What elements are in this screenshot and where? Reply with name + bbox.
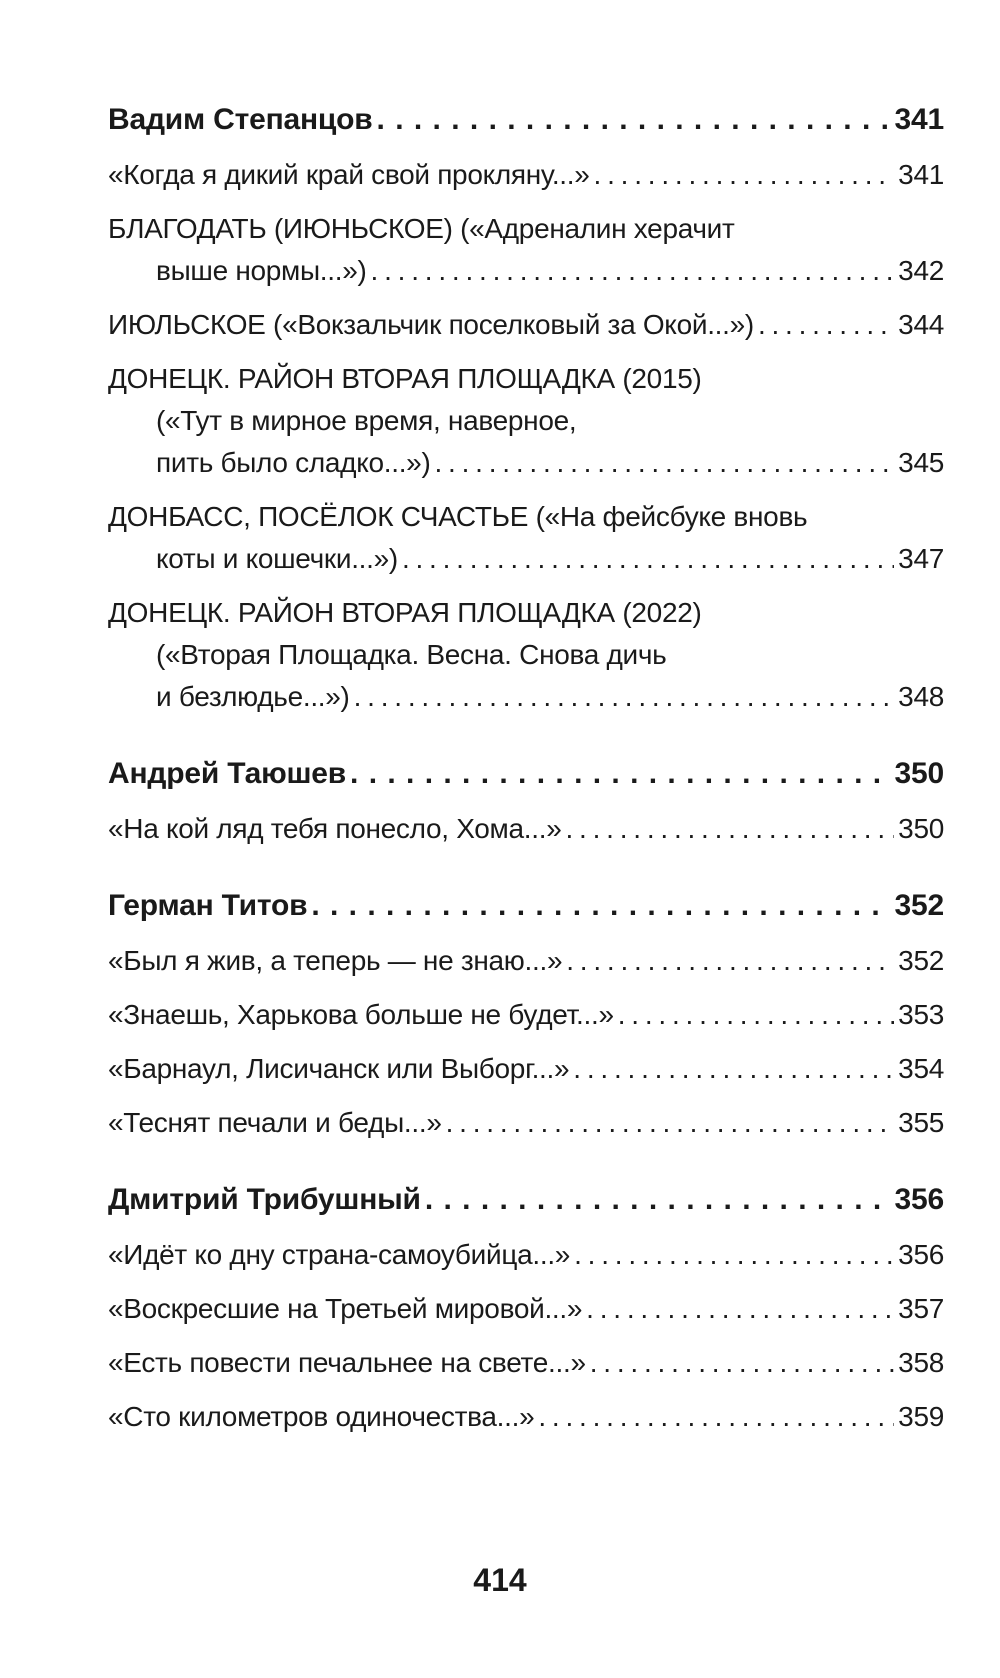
toc-author-entry[interactable]	[108, 98, 944, 142]
poem-title-line: БЛАГОДАТЬ (ИЮНЬСКОЕ) («Адреналин херачит	[108, 213, 735, 244]
poem-title-row	[108, 1234, 944, 1276]
poem-title: «Был я жив, а теперь — не знаю...»	[108, 945, 563, 976]
poem-page-number: 359	[898, 1401, 944, 1432]
poem-page-number: 342	[898, 255, 944, 286]
poem-title-row	[108, 808, 944, 850]
toc-author-entry[interactable]	[108, 1178, 944, 1222]
author-page-number: 356	[894, 1183, 944, 1216]
toc-poem-entry[interactable]	[108, 592, 944, 718]
toc-author-entry[interactable]	[108, 884, 944, 928]
author-page-number: 350	[894, 757, 944, 790]
dot-leader	[434, 442, 894, 484]
poem-title-line: ДОНЕЦК. РАЙОН ВТОРАЯ ПЛОЩАДКА (2022)	[108, 597, 702, 628]
author-page-number: 352	[894, 889, 944, 922]
poem-page-number: 358	[898, 1347, 944, 1378]
poem-title-row	[108, 1342, 944, 1384]
dot-leader	[573, 1048, 894, 1090]
author-name: Дмитрий Трибушный	[108, 1183, 421, 1216]
poem-title: коты и кошечки...»)	[156, 543, 398, 574]
poem-title-row	[108, 154, 944, 196]
author-name: Андрей Таюшев	[108, 757, 347, 790]
author-name: Вадим Степанцов	[108, 103, 373, 136]
page-number: 414	[473, 1562, 527, 1598]
dot-leader	[354, 676, 895, 718]
poem-page-number: 354	[898, 1053, 944, 1084]
poem-title: «Теснят печали и беды...»	[108, 1107, 442, 1138]
toc-poem-entry[interactable]	[108, 1396, 944, 1438]
poem-title: «Воскресшие на Третьей мировой...»	[108, 1293, 583, 1324]
poem-title: «Сто километров одиночества...»	[108, 1401, 535, 1432]
poem-title-row	[108, 1396, 944, 1438]
poem-title-line: («Тут в мирное время, наверное,	[156, 405, 577, 436]
dot-leader	[590, 1342, 894, 1384]
poem-page-number: 355	[898, 1107, 944, 1138]
poem-title: «Идёт ко дну страна-самоубийца...»	[108, 1239, 571, 1270]
poem-title-line: ДОНБАСС, ПОСЁЛОК СЧАСТЬЕ («На фейсбуке вновь	[108, 501, 808, 532]
toc-poem-entry[interactable]	[108, 208, 944, 292]
poem-page-number: 350	[898, 813, 944, 844]
toc-poem-entry[interactable]	[108, 808, 944, 850]
toc-poem-entry[interactable]	[108, 304, 944, 346]
toc-author-entry[interactable]	[108, 752, 944, 796]
dot-leader	[586, 1288, 894, 1330]
dot-leader	[566, 940, 894, 982]
dot-leader	[402, 538, 894, 580]
poem-title-row	[108, 1288, 944, 1330]
dot-leader	[618, 994, 894, 1036]
toc-poem-entry[interactable]	[108, 154, 944, 196]
poem-title: выше нормы...»)	[156, 255, 367, 286]
dot-leader	[758, 304, 894, 346]
poem-page-number: 348	[898, 681, 944, 712]
poem-title-row	[108, 994, 944, 1036]
table-of-contents	[108, 98, 944, 1438]
poem-title-line: ДОНЕЦК. РАЙОН ВТОРАЯ ПЛОЩАДКА (2015)	[108, 363, 702, 394]
toc-poem-entry[interactable]	[108, 994, 944, 1036]
toc-poem-entry[interactable]	[108, 940, 944, 982]
poem-title-row	[108, 1102, 944, 1144]
dot-leader	[425, 1178, 891, 1222]
poem-page-number: 353	[898, 999, 944, 1030]
poem-page-number: 356	[898, 1239, 944, 1270]
poem-title-line: («Вторая Площадка. Весна. Снова дичь	[156, 639, 667, 670]
toc-poem-entry[interactable]	[108, 1102, 944, 1144]
poem-title-row	[108, 442, 944, 484]
toc-poem-entry[interactable]	[108, 1234, 944, 1276]
poem-page-number: 341	[898, 159, 944, 190]
toc-poem-entry[interactable]	[108, 1288, 944, 1330]
poem-title-row	[108, 304, 944, 346]
poem-title: «Есть повести печальнее на свете...»	[108, 1347, 586, 1378]
dot-leader	[377, 98, 891, 142]
poem-page-number: 345	[898, 447, 944, 478]
poem-title: и безлюдье...»)	[156, 681, 350, 712]
toc-poem-entry[interactable]	[108, 358, 944, 484]
dot-leader	[371, 250, 895, 292]
poem-page-number: 347	[898, 543, 944, 574]
dot-leader	[350, 752, 891, 796]
dot-leader	[594, 154, 895, 196]
poem-page-number: 344	[898, 309, 944, 340]
dot-leader	[311, 884, 890, 928]
poem-title: «Знаешь, Харькова больше не будет...»	[108, 999, 614, 1030]
poem-title: пить было сладко...»)	[156, 447, 431, 478]
poem-title-row	[108, 940, 944, 982]
author-page-number: 341	[894, 103, 944, 136]
dot-leader	[446, 1102, 895, 1144]
author-name: Герман Титов	[108, 889, 308, 922]
poem-title-row	[108, 1048, 944, 1090]
dot-leader	[538, 1396, 894, 1438]
poem-title-row	[108, 250, 944, 292]
poem-title-row	[108, 538, 944, 580]
toc-poem-entry[interactable]	[108, 1342, 944, 1384]
dot-leader	[574, 1234, 894, 1276]
poem-page-number: 352	[898, 945, 944, 976]
toc-poem-entry[interactable]	[108, 1048, 944, 1090]
toc-poem-entry[interactable]	[108, 496, 944, 580]
poem-page-number: 357	[898, 1293, 944, 1324]
poem-title-row	[108, 676, 944, 718]
poem-title: ИЮЛЬСКОЕ («Вокзальчик поселковый за Окой...»)	[108, 309, 754, 340]
poem-title: «Барнаул, Лисичанск или Выборг...»	[108, 1053, 570, 1084]
dot-leader	[565, 808, 894, 850]
poem-title: «На кой ляд тебя понесло, Хома...»	[108, 813, 562, 844]
poem-title: «Когда я дикий край свой прокляну...»	[108, 159, 590, 190]
